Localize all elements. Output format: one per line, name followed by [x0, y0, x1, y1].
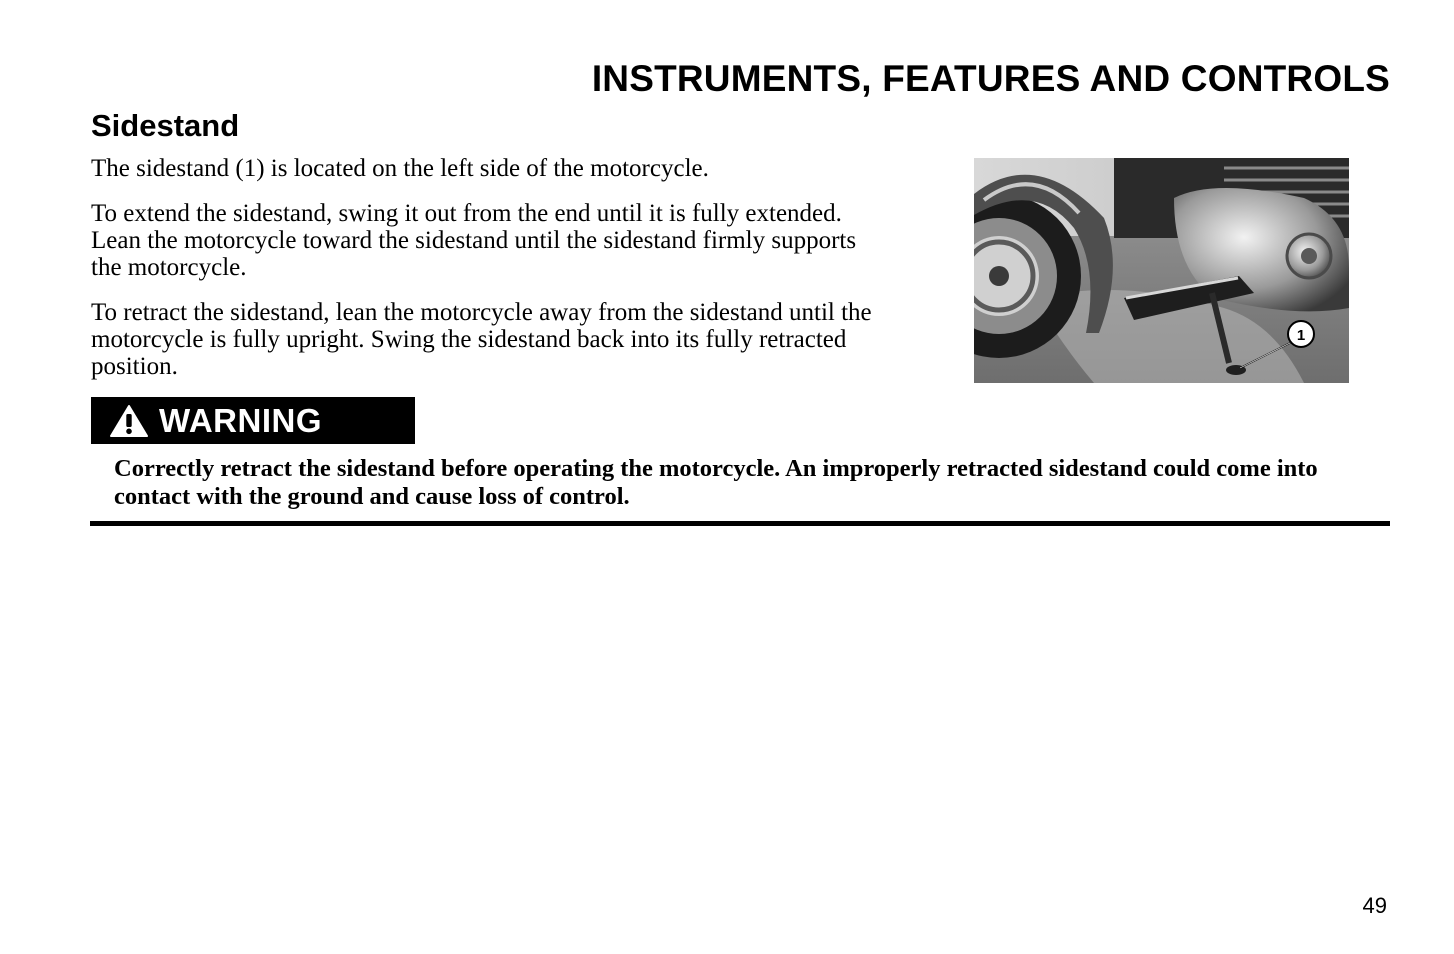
warning-banner [91, 397, 415, 444]
warning-label: WARNING [159, 401, 322, 439]
chapter-title: INSTRUMENTS, FEATURES AND CONTROLS [591, 58, 1390, 99]
sidestand-photo [974, 158, 1349, 383]
warning-text: Correctly retract the sidestand before operating the motorcycle. An improperly retracted sidestand could come into contact with the ground and cause loss of control. [114, 455, 1318, 510]
paragraph-extend: To extend the sidestand, swing it out from the end until it is fully extended. Lean the motorcycle toward the sidestand until the sidestand firmly supports the motorcycle. [91, 200, 857, 281]
exclamation-triangle-icon [109, 404, 149, 438]
callout-number: 1 [1296, 327, 1306, 344]
section-title: Sidestand [91, 108, 240, 143]
paragraph-retract: To retract the sidestand, lean the motorcycle away from the sidestand until the motorcycle is fully upright. Swing the sidestand back into its fully retracted position. [91, 299, 872, 380]
page-number: 49 [1362, 893, 1387, 918]
paragraph-location: The sidestand (1) is located on the left side of the motorcycle. [91, 155, 709, 182]
warning-divider [90, 521, 1390, 526]
